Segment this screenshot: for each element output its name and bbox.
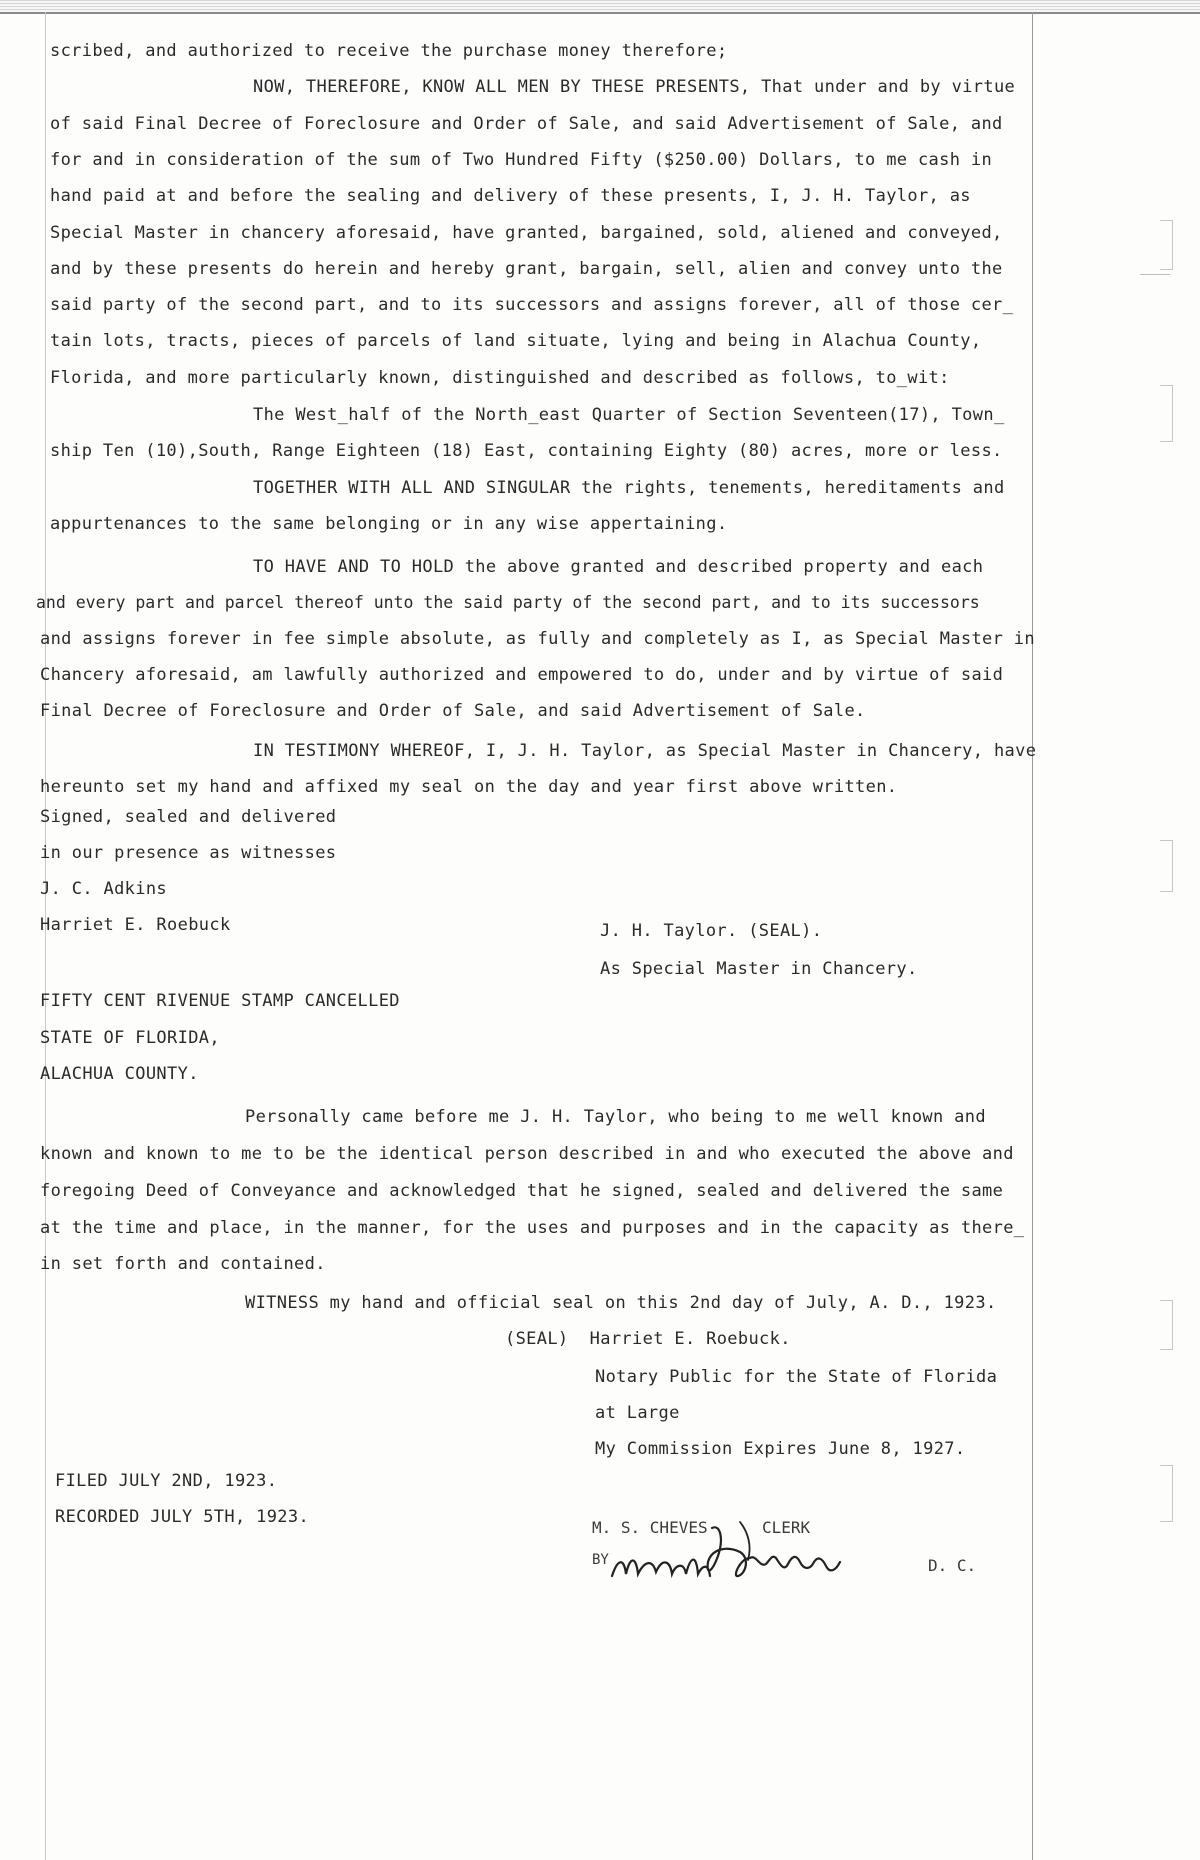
- clerk-name: M. S. CHEVES: [592, 1518, 708, 1537]
- text-line: for and in consideration of the sum of Two Hundred Fifty ($250.00) Dollars, to me cash in: [50, 150, 993, 170]
- margin-bracket: [1160, 1300, 1173, 1350]
- text-line: TOGETHER WITH ALL AND SINGULAR the rights, tenements, hereditaments and: [253, 478, 1005, 498]
- text-line: FIFTY CENT RIVENUE STAMP CANCELLED: [40, 991, 400, 1011]
- text-line: Florida, and more particularly known, distinguished and described as follows, to_wit:: [50, 368, 950, 388]
- text-line: scribed, and authorized to receive the purchase money therefore;: [50, 41, 728, 61]
- handwritten-signature: [590, 1518, 870, 1588]
- text-line: Special Master in chancery aforesaid, have granted, bargained, sold, aliened and conveyed,: [50, 223, 1003, 243]
- text-line: IN TESTIMONY WHEREOF, I, J. H. Taylor, as Special Master in Chancery, have: [253, 741, 1037, 761]
- notary-title: at Large: [595, 1403, 680, 1423]
- text-line: TO HAVE AND TO HOLD the above granted and described property and each: [253, 557, 984, 577]
- top-border-rule: [0, 0, 1200, 14]
- text-line: STATE OF FLORIDA,: [40, 1028, 220, 1048]
- text-line: J. C. Adkins: [40, 879, 168, 899]
- text-line: Harriet E. Roebuck: [40, 915, 231, 935]
- notary-title: Notary Public for the State of Florida: [595, 1367, 998, 1387]
- filed-date: FILED JULY 2ND, 1923.: [55, 1471, 278, 1491]
- text-line: and assigns forever in fee simple absolute, as fully and completely as I, as Special Master in: [40, 629, 1035, 649]
- text-line: hereunto set my hand and affixed my seal on the day and year first above written.: [40, 777, 898, 797]
- notary-commission: My Commission Expires June 8, 1927.: [595, 1439, 966, 1459]
- clerk-title: CLERK: [762, 1518, 811, 1537]
- margin-bracket: [1160, 220, 1173, 270]
- signer-title: As Special Master in Chancery.: [600, 959, 918, 979]
- margin-bracket: [1160, 385, 1173, 442]
- text-line: NOW, THEREFORE, KNOW ALL MEN BY THESE PRESENTS, That under and by virtue: [253, 77, 1016, 97]
- margin-bracket: [1160, 840, 1173, 892]
- left-margin-rule: [45, 12, 46, 1860]
- text-line: appurtenances to the same belonging or in any wise appertaining.: [50, 514, 728, 534]
- notary-name: (SEAL) Harriet E. Roebuck.: [505, 1329, 791, 1349]
- text-line: hand paid at and before the sealing and delivery of these presents, I, J. H. Taylor, as: [50, 186, 971, 206]
- text-line: tain lots, tracts, pieces of parcels of land situate, lying and being in Alachua County,: [50, 331, 982, 351]
- text-line: known and known to me to be the identical person described in and who executed the above and: [40, 1144, 1014, 1164]
- right-margin-rule: [1032, 12, 1033, 1860]
- text-line: Final Decree of Foreclosure and Order of Sale, and said Advertisement of Sale.: [40, 701, 866, 721]
- deputy-clerk-label: D. C.: [928, 1556, 977, 1575]
- recorded-date: RECORDED JULY 5TH, 1923.: [55, 1507, 310, 1527]
- margin-tick: [1140, 274, 1170, 275]
- text-line: of said Final Decree of Foreclosure and Order of Sale, and said Advertisement of Sale, and: [50, 114, 1003, 134]
- text-line: The West_half of the North_east Quarter of Section Seventeen(17), Town_: [253, 405, 1005, 425]
- text-line: Personally came before me J. H. Taylor, who being to me well known and: [245, 1107, 986, 1127]
- text-line: in set forth and contained.: [40, 1254, 326, 1274]
- text-line: ship Ten (10),South, Range Eighteen (18) East, containing Eighty (80) acres, more or less.: [50, 441, 1003, 461]
- clerk-by-label: BY: [592, 1552, 609, 1568]
- text-line: and every part and parcel thereof unto the said party of the second part, and to its successors: [36, 593, 980, 612]
- text-line: Chancery aforesaid, am lawfully authorized and empowered to do, under and by virtue of said: [40, 665, 1004, 685]
- text-line: WITNESS my hand and official seal on this 2nd day of July, A. D., 1923.: [245, 1293, 997, 1313]
- text-line: foregoing Deed of Conveyance and acknowledged that he signed, sealed and delivered the same: [40, 1181, 1004, 1201]
- text-line: at the time and place, in the manner, for the uses and purposes and in the capacity as there_: [40, 1218, 1025, 1238]
- signer-name: J. H. Taylor. (SEAL).: [600, 921, 823, 941]
- margin-bracket: [1160, 1465, 1173, 1522]
- text-line: in our presence as witnesses: [40, 843, 337, 863]
- text-line: ALACHUA COUNTY.: [40, 1064, 199, 1084]
- text-line: said party of the second part, and to its successors and assigns forever, all of those cer_: [50, 295, 1014, 315]
- text-line: Signed, sealed and delivered: [40, 807, 337, 827]
- text-line: and by these presents do herein and hereby grant, bargain, sell, alien and convey unto the: [50, 259, 1003, 279]
